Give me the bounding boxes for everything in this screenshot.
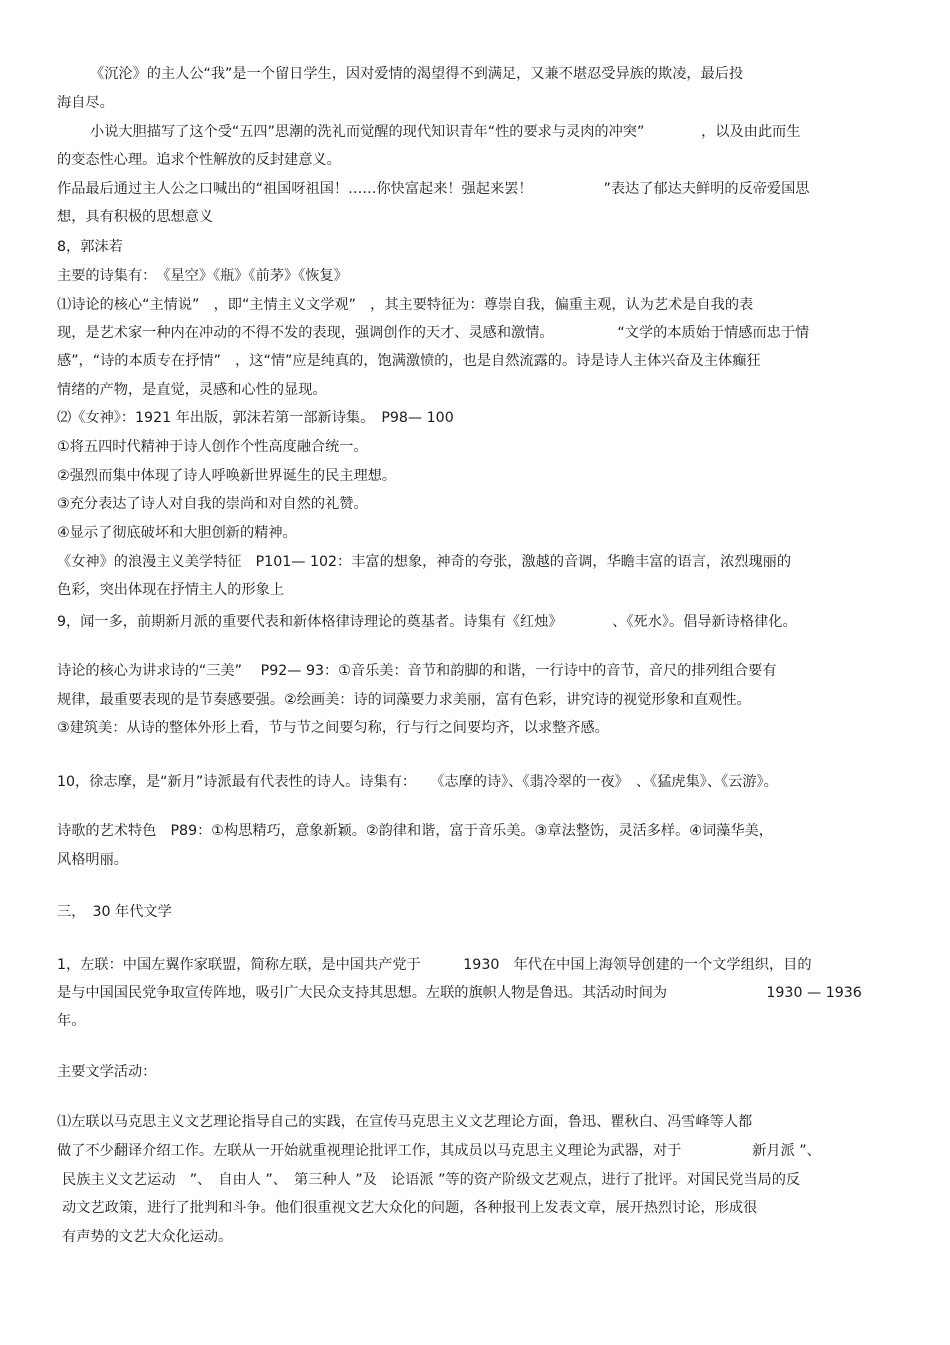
text-line: 规律，最重要表现的是节奏感要强。②绘画美：诗的词藻要力求美丽，富有色彩，讲究诗的视觉形象和直观性。 bbox=[57, 692, 751, 708]
text-line: 情绪的产物，是直觉，灵感和心性的显现。 bbox=[57, 382, 327, 398]
text-line: 是与中国国民党争取宣传阵地，吸引广大民众支持其思想。左联的旗帜人物是鲁迅。其活动时间为 1930 — 1936 bbox=[57, 985, 862, 1001]
text-line: ⑵《女神》：1921 年出版，郭沫若第一部新诗集。 P98— 100 bbox=[57, 410, 454, 426]
text-line: ⑴左联以马克思主义文艺理论指导自己的实践，在宣传马克思主义文艺理论方面，鲁迅、瞿秋白、冯雪峰等人都 bbox=[57, 1114, 753, 1130]
section-heading: 9，闻一多，前期新月派的重要代表和新体格律诗理论的奠基者。诗集有《红烛》 、《死水》。倡导新诗格律化。 bbox=[57, 614, 797, 630]
text-line: 感”，“诗的本质专在抒情” ，这“情”应是纯真的，饱满激愤的，也是自然流露的。诗是诗人主体兴奋及主体癫狂 bbox=[57, 353, 761, 369]
text-line: 有声势的文艺大众化运动。 bbox=[62, 1229, 233, 1245]
list-item: ③充分表达了诗人对自我的崇尚和对自然的礼赞。 bbox=[57, 496, 368, 512]
section-heading: 10，徐志摩，是“新月”诗派最有代表性的诗人。诗集有： 《志摩的诗》、《翡冷翠的一夜》 、《猛虎集》、《云游》。 bbox=[57, 774, 778, 790]
text-line: ⑴诗论的核心“主情说” ，即“主情主义文学观” ，其主要特征为：尊崇自我，偏重主观，认为艺术是自我的表 bbox=[57, 297, 754, 313]
text-line: 海自尽。 bbox=[57, 95, 114, 111]
text-line: 做了不少翻译介绍工作。左联从一开始就重视理论批评工作，其成员以马克思主义理论为武器，对于 新月派 ”、 bbox=[57, 1143, 821, 1159]
text-line: 现，是艺术家一种内在冲动的不得不发的表现，强调创作的天才、灵感和激情。 “文学的本质始于情感而忠于情 bbox=[57, 325, 810, 341]
text-line: 色彩，突出体现在抒情主人的形象上 bbox=[57, 582, 285, 598]
text-line: 民族主义文艺运动 ”、 自由人 ”、 第三种人 ”及 论语派 ”等的资产阶级文艺观点，进行了批评。对国民党当局的反 bbox=[62, 1172, 801, 1188]
text-line: 诗论的核心为讲求诗的“三美” P92— 93：①音乐美：音节和韵脚的和谐，一行诗中的音节，音尺的排列组合要有 bbox=[57, 663, 777, 679]
list-item: ①将五四时代精神于诗人创作个性高度融合统一。 bbox=[57, 439, 368, 455]
text-line: 小说大胆描写了这个受“五四”思潮的洗礼而觉醒的现代知识青年“性的要求与灵肉的冲突” ，以及由此而生 bbox=[90, 124, 801, 140]
chapter-heading: 三， 30 年代文学 bbox=[57, 904, 172, 920]
text-line: 主要文学活动： bbox=[57, 1064, 157, 1080]
text-line: 《女神》的浪漫主义美学特征 P101— 102：丰富的想象，神奇的夸张，激越的音调，华瞻丰富的语言，浓烈瑰丽的 bbox=[57, 554, 792, 570]
text-line: 动文艺政策，进行了批判和斗争。他们很重视文艺大众化的问题，各种报刊上发表文章，展开热烈讨论，形成很 bbox=[62, 1200, 758, 1216]
text-line: 作品最后通过主人公之口喊出的“祖国呀祖国！……你快富起来！强起来罢！ ”表达了郁达夫鲜明的反帝爱国思 bbox=[57, 181, 810, 197]
text-line: 的变态性心理。追求个性解放的反封建意义。 bbox=[57, 152, 341, 168]
list-item: ②强烈而集中体现了诗人呼唤新世界诞生的民主理想。 bbox=[57, 468, 397, 484]
section-heading: 8，郭沫若 bbox=[57, 239, 123, 255]
list-item: ④显示了彻底破坏和大胆创新的精神。 bbox=[57, 525, 297, 541]
text-line: 风格明丽。 bbox=[57, 852, 128, 868]
text-line: ③建筑美：从诗的整体外形上看，节与节之间要匀称，行与行之间要均齐，以求整齐感。 bbox=[57, 720, 609, 736]
text-line: 年。 bbox=[57, 1013, 86, 1029]
text-line: 想，具有积极的思想意义 bbox=[57, 209, 214, 225]
text-line: 1，左联：中国左翼作家联盟，简称左联，是中国共产党于 1930 年代在中国上海领导创建的一个文学组织，目的 bbox=[57, 957, 812, 973]
text-line: 诗歌的艺术特色 P89：①构思精巧，意象新颖。②韵律和谐，富于音乐美。③章法整饬，灵活多样。④词藻华美， bbox=[57, 823, 773, 839]
text-line: 《沉沦》的主人公“我”是一个留日学生，因对爱情的渴望得不到满足，又兼不堪忍受异族的欺凌，最后投 bbox=[90, 66, 744, 82]
text-line: 主要的诗集有： 《星空》《瓶》《前茅》《恢复》 bbox=[57, 268, 348, 284]
